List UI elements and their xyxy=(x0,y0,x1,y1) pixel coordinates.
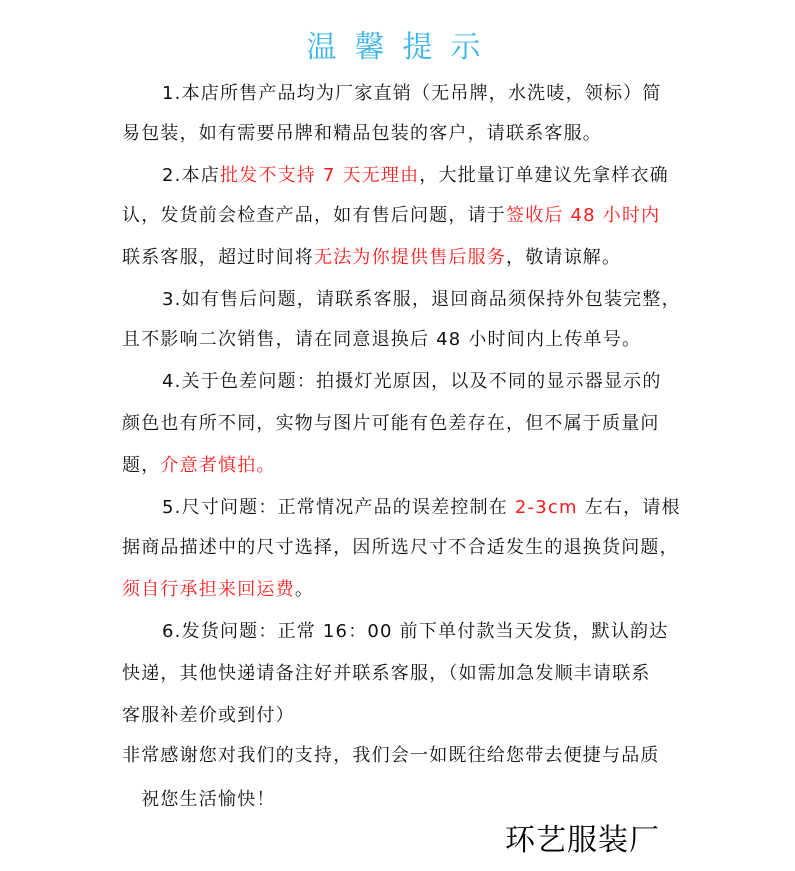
text-segment: 6.发货问题：正常 16：00 前下单付款当天发货，默认韵达 xyxy=(162,621,669,642)
text-segment: 联系客服，超过时间将 xyxy=(122,247,314,268)
text-segment: 题， xyxy=(122,455,161,476)
text-segment: 2.本店 xyxy=(162,165,220,186)
notice-line xyxy=(122,328,641,352)
text-segment: 1.本店所售产品均为厂家直销（无吊牌，水洗唛，领标）简 xyxy=(162,83,662,104)
text-segment: 3.如有售后问题，请联系客服，退回商品须保持外包装完整， xyxy=(162,289,681,310)
notice-line xyxy=(122,788,276,812)
notice-line xyxy=(162,620,668,644)
text-segment: 4.关于色差问题：拍摄灯光原因，以及不同的显示器显示的 xyxy=(162,371,662,392)
highlighted-text: 无法为你提供售后服务 xyxy=(314,247,506,268)
notice-line xyxy=(162,288,681,312)
notice-title: 温馨提示 xyxy=(306,30,499,65)
text-segment: 客服补差价或到付） xyxy=(122,705,295,726)
notice-line xyxy=(122,744,660,768)
text-segment: 非常感谢您对我们的支持，我们会一如既往给您带去便捷与品质 xyxy=(122,745,660,766)
text-segment: 左右，请根 xyxy=(577,497,681,518)
signature: 环艺服装厂 xyxy=(505,823,660,858)
notice-line xyxy=(122,204,660,228)
highlighted-text: 批发不支持 7 天无理由 xyxy=(219,165,420,186)
highlighted-text: 介意者慎拍。 xyxy=(160,455,276,476)
notice-line xyxy=(122,704,295,728)
notice-line xyxy=(122,536,679,560)
notice-line xyxy=(122,662,651,686)
highlighted-text: 签收后 48 小时内 xyxy=(506,205,661,226)
notice-line xyxy=(122,578,314,602)
highlighted-text: 须自行承担来回运费 xyxy=(122,579,295,600)
text-segment: 祝您生活愉快！ xyxy=(122,789,276,810)
text-segment: 且不影响二次销售，请在同意退换后 48 小时间内上传单号。 xyxy=(122,329,642,350)
text-segment: 颜色也有所不同，实物与图片可能有色差存在，但不属于质量问 xyxy=(122,413,660,434)
notice-line xyxy=(162,496,681,520)
text-segment: ，敬请谅解。 xyxy=(506,247,622,268)
notice-line xyxy=(122,412,660,436)
notice-line xyxy=(122,246,621,270)
text-segment: 快递，其他快递请备注好并联系客服，（如需加急发顺丰请联系 xyxy=(122,663,651,684)
notice-line xyxy=(162,82,662,106)
text-segment: 据商品描述中的尺寸选择，因所选尺寸不合适发生的退换货问题， xyxy=(122,537,679,558)
text-segment: ，大批量订单建议先拿样衣确 xyxy=(419,165,669,186)
notice-line xyxy=(122,454,276,478)
text-segment: 认，发货前会检查产品，如有售后问题，请于 xyxy=(122,205,506,226)
notice-line xyxy=(162,370,662,394)
text-segment: 5.尺寸问题：正常情况产品的误差控制在 xyxy=(162,497,515,518)
text-segment: 易包装，如有需要吊牌和精品包装的客户，请联系客服。 xyxy=(122,123,602,144)
highlighted-text: 2-3cm xyxy=(514,497,578,518)
notice-line xyxy=(162,164,669,188)
text-segment: 。 xyxy=(294,579,315,600)
notice-line xyxy=(122,122,602,146)
